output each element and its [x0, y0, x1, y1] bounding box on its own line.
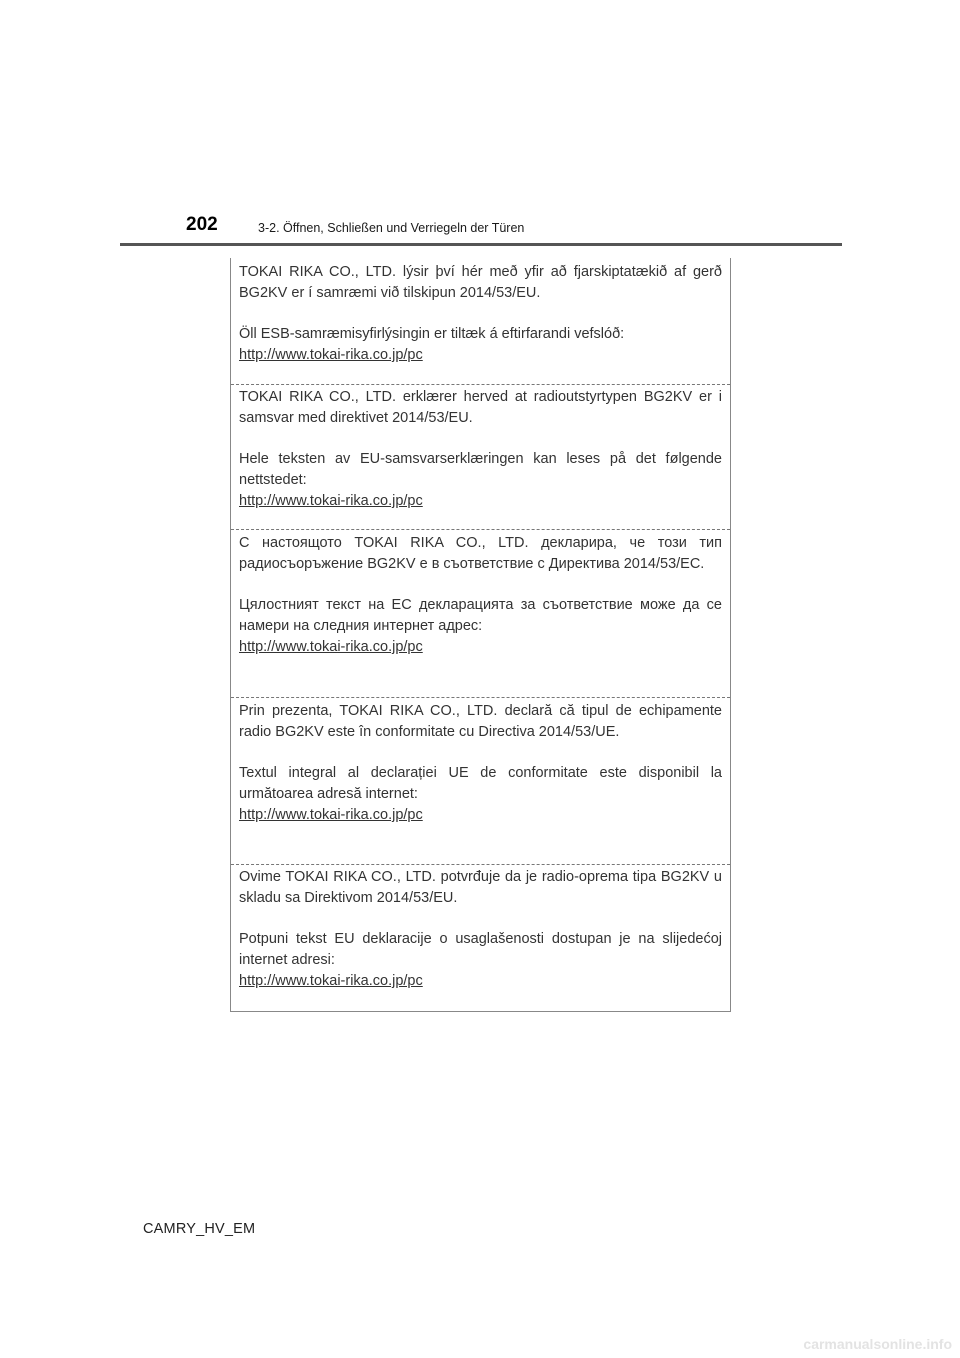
header-rule: [120, 243, 842, 246]
full-text-notice: Цялостният текст на ЕС декларацията за съответствие може да се намери на следния интернет адрес:: [239, 597, 722, 634]
notice-section-bulgarian: [231, 533, 730, 658]
declaration-link[interactable]: http://www.tokai-rika.co.jp/pc: [239, 807, 423, 823]
notice-section-icelandic: [231, 262, 730, 366]
declaration-link[interactable]: http://www.tokai-rika.co.jp/pc: [239, 639, 423, 655]
full-text-notice: Potpuni tekst EU deklaracije o usaglašenosti dostupan je na slijedećoj internet adresi:: [239, 931, 722, 968]
full-text-notice: Textul integral al declarației UE de conformitate este disponibil la următoarea adresă internet:: [239, 765, 722, 802]
section-separator: [231, 384, 730, 385]
section-separator: [231, 864, 730, 865]
section-title: 3-2. Öffnen, Schließen und Verriegeln der Türen: [258, 221, 525, 235]
notice-section-romanian: [231, 701, 730, 826]
declaration-text: TOKAI RIKA CO., LTD. lýsir því hér með yfir að fjarskiptatækið af gerð BG2KV er í samræmi við tilskipun 2014/53/EU.: [239, 264, 722, 301]
notice-section-croatian: [231, 867, 730, 992]
section-separator: [231, 697, 730, 698]
declaration-link[interactable]: http://www.tokai-rika.co.jp/pc: [239, 347, 423, 363]
full-text-notice: Öll ESB-samræmisyfirlýsingin er tiltæk á eftirfarandi vefslóð:: [239, 326, 625, 342]
full-text-notice: Hele teksten av EU-samsvarserklæringen kan leses på det følgende nettstedet:: [239, 451, 722, 488]
footer-model-code: CAMRY_HV_EM: [143, 1221, 256, 1237]
site-watermark: carmanualsonline.info: [803, 1336, 952, 1352]
declaration-text: Prin prezenta, TOKAI RIKA CO., LTD. declară că tipul de echipamente radio BG2KV este în conformitate cu Directiva 2014/53/UE.: [239, 703, 722, 740]
declaration-text: Ovime TOKAI RIKA CO., LTD. potvrđuje da je radio-oprema tipa BG2KV u skladu sa Direktivom 2014/53/EU.: [239, 869, 722, 906]
section-separator: [231, 529, 730, 530]
page-number: 202: [186, 214, 218, 235]
declaration-link[interactable]: http://www.tokai-rika.co.jp/pc: [239, 973, 423, 989]
notice-box: [230, 258, 731, 1012]
notice-section-norwegian: [231, 387, 730, 512]
declaration-text: С настоящото TOKAI RIKA CO., LTD. декларира, че този тип радиосъоръжение BG2KV е в съответствие с Директива 2014/53/ЕС.: [239, 535, 722, 572]
declaration-link[interactable]: http://www.tokai-rika.co.jp/pc: [239, 493, 423, 509]
declaration-text: TOKAI RIKA CO., LTD. erklærer herved at radioutstyrtypen BG2KV er i samsvar med direktivet 2014/53/EU.: [239, 389, 722, 426]
